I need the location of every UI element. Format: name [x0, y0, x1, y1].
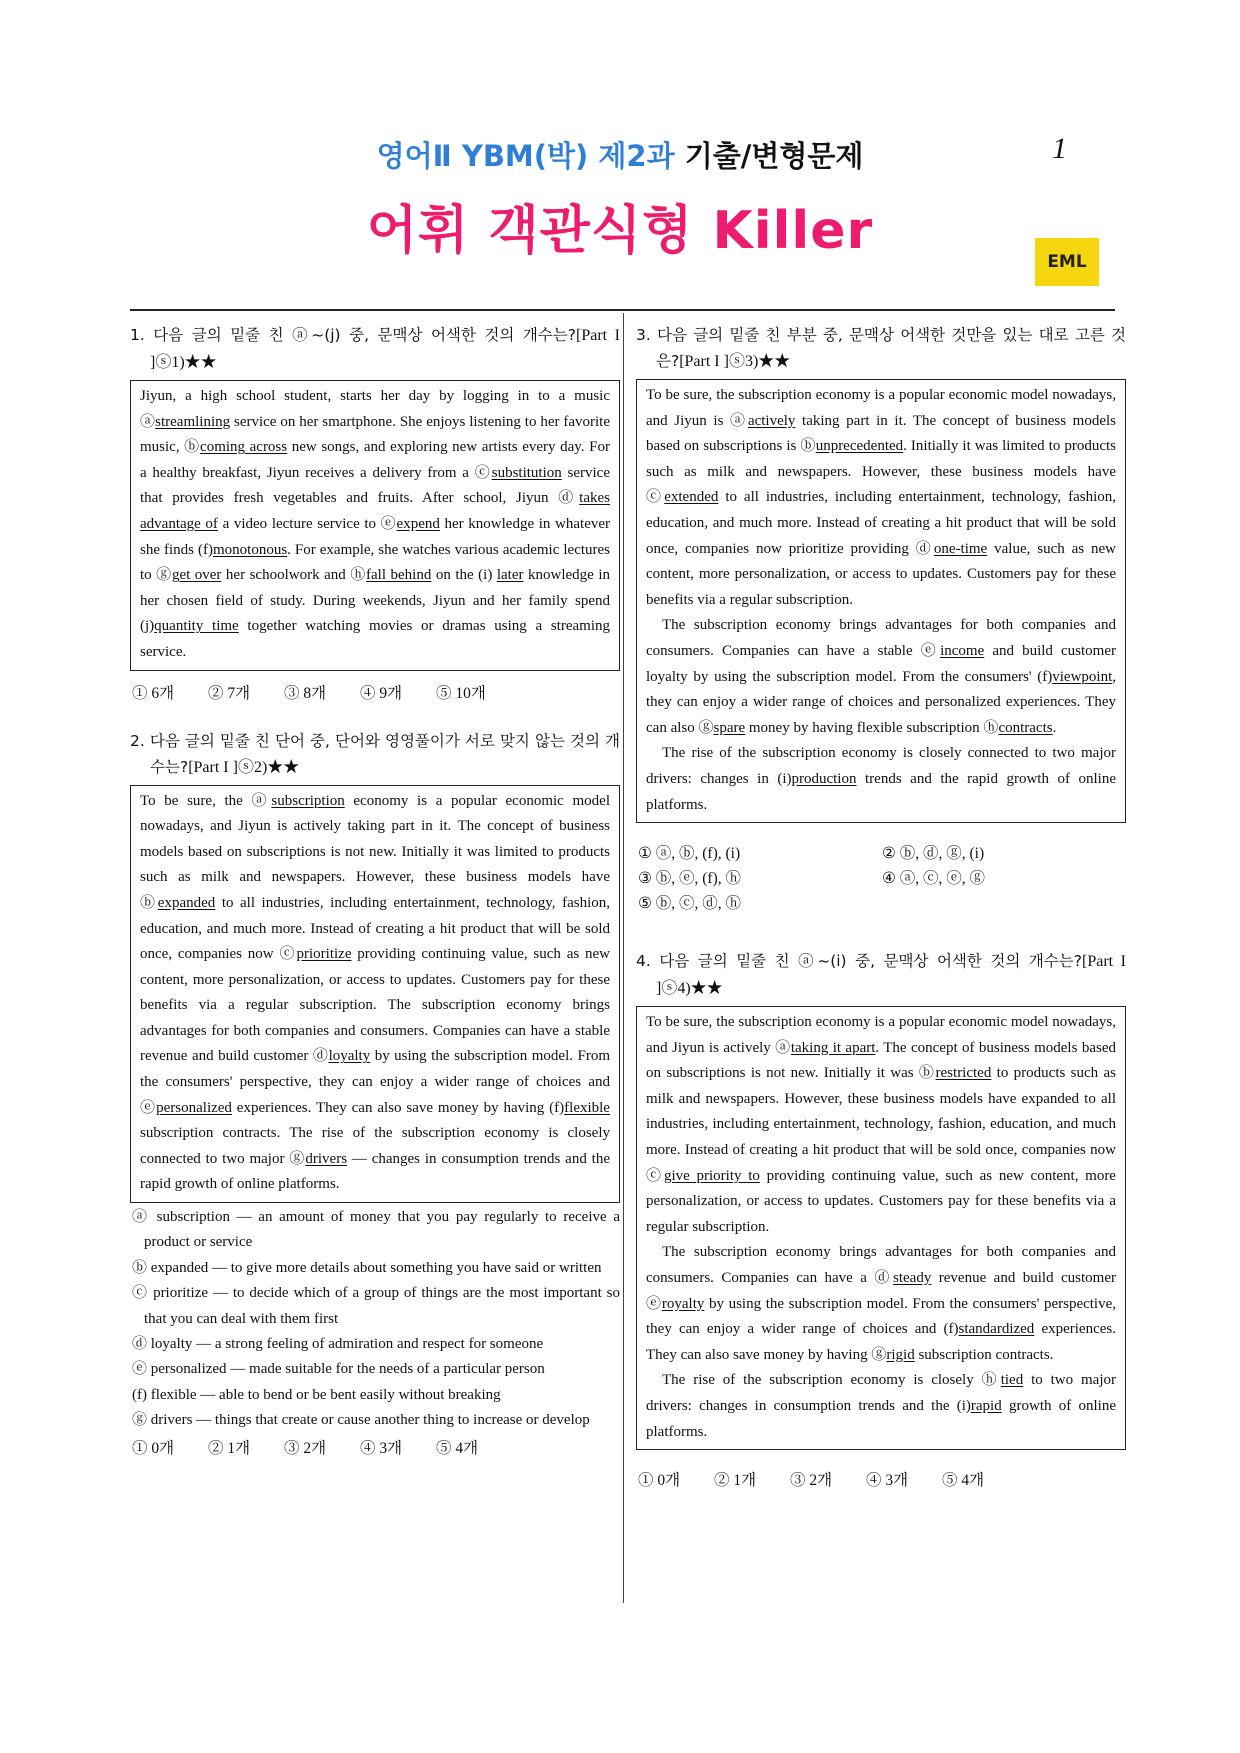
- q4-passage: [636, 1006, 1126, 1450]
- passage-text: , they can enjoy a wider range of choices and personalized experiences. They can also ⓖ: [646, 668, 1116, 736]
- q4-option-4[interactable]: ④ 3개: [865, 1472, 909, 1490]
- underlined-word: give priority to: [663, 1167, 760, 1184]
- q3-passage: [636, 379, 1126, 823]
- underlined-word: coming across: [200, 439, 288, 456]
- q2-option-5[interactable]: ⑤ 4개: [435, 1439, 479, 1457]
- underlined-word: prioritize: [296, 946, 352, 963]
- passage-paragraph: [646, 383, 1116, 613]
- q1-passage: [130, 380, 620, 671]
- underlined-word: streamlining: [155, 413, 231, 430]
- q1-title: 1. 다음 글의 밑줄 친 ⓐ~(j) 중, 문맥상 어색한 것의 개수는?[Part I ]ⓢ1)★★: [130, 326, 620, 371]
- passage-text: value, such as new content, more personalization, or access to updates. Customers pay for these benefits via a regular subscription.: [646, 540, 1116, 608]
- passage-text: Jiyun, a high school student, starts her day by logging in to a music ⓐ: [140, 388, 610, 430]
- question-1: [130, 322, 620, 706]
- passage-text: providing continuing value, such as new content, more personalization, or access to updates. Customers pay for these benefits via a regular subscription. The subscription economy brings advantages for both companies and consumers. Companies can have a stable revenue and build customer ⓓ: [140, 946, 610, 1065]
- underlined-word: drivers: [305, 1150, 348, 1167]
- passage-text: taking part in it. The concept of business models based on subscriptions is ⓑ: [646, 412, 1116, 455]
- passage-paragraph: [140, 384, 610, 666]
- question-3: [636, 322, 1126, 916]
- q1-option-5[interactable]: ⑤ 10개: [435, 684, 486, 702]
- underlined-word: one-time: [933, 540, 988, 557]
- q2-option-1[interactable]: ① 0개: [132, 1439, 175, 1457]
- passage-text: economy is a popular economic model nowadays, and Jiyun is actively taking part in it. The concept of business models based on subscriptions is not new. Initially it was limited to products such as milk and newspapers. However, these business models have ⓑ: [140, 792, 610, 911]
- passage-text: to all industries, including entertainment, technology, fashion, education, and much more. Instead of creating a hit product that will be sold once, companies now ⓒ: [140, 894, 610, 963]
- q1-option-1[interactable]: ① 6개: [132, 684, 175, 702]
- q3-options: [636, 841, 1126, 916]
- underlined-word: royalty: [661, 1295, 705, 1312]
- q3-option-2[interactable]: ② ⓑ, ⓓ, ⓖ, (i): [882, 845, 985, 863]
- passage-text: money by having flexible subscription ⓗ: [745, 719, 999, 736]
- underlined-word: viewpoint: [1052, 668, 1113, 685]
- passage-text: to two major drivers: changes in consumption trends and the (i): [646, 1372, 1116, 1414]
- passage-text: subscription contracts.: [914, 1346, 1054, 1363]
- underlined-word: monotonous: [212, 541, 288, 558]
- passage-text: .: [1052, 719, 1057, 736]
- q2-definition: (f) flexible — able to bend or be bent easily without breaking: [132, 1386, 501, 1403]
- passage-text: by using the subscription model. From the consumers' perspective, they can enjoy a wider range of choices and (f): [646, 1295, 1116, 1338]
- q2-passage: [130, 785, 620, 1204]
- underlined-word: rigid: [886, 1346, 915, 1363]
- q2-definition: ⓖ drivers — things that create or cause another thing to increase or develop: [132, 1412, 590, 1429]
- q2-option-4[interactable]: ④ 3개: [359, 1439, 403, 1457]
- passage-text: on the (i): [431, 567, 497, 584]
- passage-text: experiences. They can also save money by having ⓖ: [646, 1321, 1116, 1363]
- passage-text: To be sure, the subscription economy is a popular economic model nowadays, and Jiyun is ⓐ: [646, 387, 1116, 429]
- q1-option-2[interactable]: ② 7개: [207, 684, 251, 702]
- passage-text: providing continuing value, such as new content, more personalization, or access to updates. Customers pay for these benefits via a regular subscription.: [646, 1167, 1116, 1235]
- q4-option-2[interactable]: ② 1개: [713, 1472, 757, 1490]
- q2-definitions: [130, 1205, 620, 1434]
- passage-paragraph: [646, 613, 1116, 741]
- passage-text: To be sure, the ⓐ: [140, 792, 272, 809]
- passage-text: by using the subscription model. From the consumers' perspective, they can enjoy a wider range of choices and ⓔ: [140, 1048, 610, 1116]
- passage-text: trends and the rapid growth of online platforms.: [646, 770, 1116, 813]
- header-divider: [130, 309, 1115, 311]
- q2-option-3[interactable]: ③ 2개: [283, 1439, 327, 1457]
- underlined-word: later: [496, 567, 524, 584]
- title-course: 영어Ⅱ YBM(박) 제2과: [376, 139, 675, 173]
- underlined-word: standardized: [958, 1321, 1035, 1338]
- passage-text: revenue and build customer ⓔ: [646, 1270, 1117, 1312]
- passage-text: experiences. They can also save money by having (f): [231, 1099, 565, 1116]
- q2-definition: ⓔ personalized — made suitable for the needs of a particular person: [132, 1361, 545, 1378]
- q3-option-4[interactable]: ④ ⓐ, ⓒ, ⓔ, ⓖ: [882, 870, 986, 888]
- passage-paragraph: [646, 1240, 1116, 1368]
- underlined-word: rapid: [970, 1398, 1002, 1414]
- passage-text: subscription contracts. The rise of the subscription economy is closely connected to two major ⓖ: [140, 1125, 610, 1167]
- passage-text: service on her smartphone. She enjoys listening to her favorite music, ⓑ: [140, 413, 610, 456]
- passage-paragraph: [140, 789, 610, 1199]
- q4-title: 4. 다음 글의 밑줄 친 ⓐ~(i) 중, 문맥상 어색한 것의 개수는?[Part I ]ⓢ4)★★: [636, 952, 1126, 998]
- passage-text: her knowledge in whatever she finds (f): [140, 515, 611, 558]
- left-column: [130, 322, 620, 1461]
- q1-option-3[interactable]: ③ 8개: [283, 684, 327, 702]
- eml-badge: EML: [1035, 238, 1099, 286]
- q1-options: [130, 681, 620, 706]
- underlined-word: quantity time: [154, 618, 239, 635]
- q2-definition: ⓑ expanded — to give more details about something you have said or written: [132, 1259, 602, 1276]
- passage-text: The subscription economy brings advantages for both companies and consumers. Companies can have a ⓓ: [646, 1244, 1116, 1287]
- underlined-word: personalized: [156, 1099, 232, 1116]
- underlined-word: substitution: [491, 464, 562, 481]
- document-subtitle: 어휘 객관식형 Killer: [366, 201, 874, 261]
- page-number: 1: [1052, 132, 1067, 165]
- q3-option-1[interactable]: ① ⓐ, ⓑ, (f), (i): [638, 845, 741, 863]
- q3-option-5[interactable]: ⑤ ⓑ, ⓒ, ⓓ, ⓗ: [638, 895, 742, 913]
- q4-options: [636, 1468, 1126, 1493]
- passage-text: The subscription economy brings advantages for both companies and consumers. Companies can have a stable ⓔ: [646, 617, 1116, 659]
- underlined-word: restricted: [935, 1065, 992, 1082]
- passage-text: . For example, she watches various academic lectures to ⓖ: [140, 541, 611, 584]
- title-type: 기출/변형문제: [684, 139, 864, 173]
- passage-text: To be sure, the subscription economy is a popular economic model nowadays, and Jiyun is actively ⓐ: [646, 1014, 1116, 1056]
- passage-text: to all industries, including entertainment, technology, fashion, education, and much more. Instead of creating a hit product that will be sold once, companies now prioritize providing ⓓ: [646, 489, 1116, 557]
- q2-option-2[interactable]: ② 1개: [207, 1439, 251, 1457]
- right-column: [636, 322, 1126, 1493]
- underlined-word: expanded: [157, 894, 216, 911]
- q4-option-1[interactable]: ① 0개: [638, 1472, 681, 1490]
- passage-text: new songs, and exploring new artists every day. For a healthy breakfast, Jiyun receives a delivery from a ⓒ: [140, 439, 610, 481]
- q2-options: [130, 1436, 620, 1461]
- passage-text: her schoolwork and ⓗ: [221, 567, 366, 584]
- underlined-word: tied: [1000, 1372, 1024, 1389]
- underlined-word: extended: [664, 489, 719, 506]
- underlined-word: subscription: [271, 792, 345, 809]
- underlined-word: loyalty: [328, 1048, 371, 1065]
- underlined-word: fall behind: [366, 567, 432, 584]
- passage-text: service that provides fresh vegetables and fruits. After school, Jiyun ⓓ: [140, 464, 610, 507]
- passage-text: and build customer loyalty by using the subscription model. From the consumers' (f): [646, 642, 1116, 685]
- column-divider: [623, 313, 624, 1603]
- passage-paragraph: [646, 1368, 1116, 1445]
- passage-text: — changes in consumption trends and the rapid growth of online platforms.: [140, 1150, 610, 1193]
- underlined-word: unprecedented: [815, 438, 904, 455]
- q1-option-4[interactable]: ④ 9개: [359, 684, 403, 702]
- q3-option-3[interactable]: ③ ⓑ, ⓔ, (f), ⓗ: [638, 870, 742, 888]
- q4-option-3[interactable]: ③ 2개: [789, 1472, 833, 1490]
- passage-paragraph: [646, 1010, 1116, 1240]
- q3-title: 3. 다음 글의 밑줄 친 부분 중, 문맥상 어색한 것만을 있는 대로 고른 것은?[Part I ]ⓢ3)★★: [636, 326, 1126, 370]
- underlined-word: takes advantage of: [140, 490, 610, 532]
- passage-text: The rise of the subscription economy is closely ⓗ: [662, 1372, 1001, 1389]
- passage-text: The rise of the subscription economy is closely connected to two major drivers: changes in (i): [646, 745, 1116, 787]
- q2-definition: ⓓ loyalty — a strong feeling of admiration and respect for someone: [132, 1336, 544, 1353]
- passage-text: a video lecture service to ⓔ: [217, 515, 397, 532]
- question-2: [130, 728, 620, 1461]
- underlined-word: steady: [893, 1270, 932, 1287]
- q2-definition: ⓒ prioritize — to decide which of a group of things are the most important so that you can deal with them first: [132, 1285, 620, 1327]
- passage-paragraph: [646, 741, 1116, 818]
- passage-text: to products such as milk and newspapers. However, these business models have expanded to all industries, including entertainment, technology, fashion, education, and much more. Instead of creating a hit product that will be sold once, companies now ⓒ: [646, 1065, 1116, 1184]
- underlined-word: flexible: [564, 1099, 610, 1116]
- passage-text: growth of online platforms.: [646, 1398, 1116, 1440]
- q2-definition: ⓐ subscription — an amount of money that you pay regularly to receive a product or service: [132, 1209, 620, 1251]
- q4-option-5[interactable]: ⑤ 4개: [941, 1472, 985, 1490]
- underlined-word: expend: [396, 515, 440, 532]
- passage-text: together watching movies or dramas using a streaming service.: [140, 618, 610, 660]
- underlined-word: income: [940, 642, 985, 659]
- underlined-word: actively: [747, 412, 796, 429]
- passage-text: . The concept of business models based on subscriptions is not new. Initially it was ⓑ: [646, 1039, 1116, 1082]
- underlined-word: taking it apart: [790, 1039, 876, 1056]
- underlined-word: production: [791, 770, 857, 787]
- passage-text: . Initially it was limited to products such as milk and newspapers. However, these business models have ⓒ: [646, 438, 1116, 506]
- underlined-word: contracts: [998, 719, 1053, 736]
- underlined-word: get over: [171, 567, 222, 584]
- underlined-word: spare: [713, 719, 746, 736]
- passage-text: knowledge in her chosen field of study. During weekends, Jiyun and her family spend (j): [140, 567, 610, 635]
- question-4: [636, 948, 1126, 1493]
- q2-title: 2. 다음 글의 밑줄 친 단어 중, 단어와 영영풀이가 서로 맞지 않는 것의 개수는?[Part I ]ⓢ2)★★: [130, 731, 620, 776]
